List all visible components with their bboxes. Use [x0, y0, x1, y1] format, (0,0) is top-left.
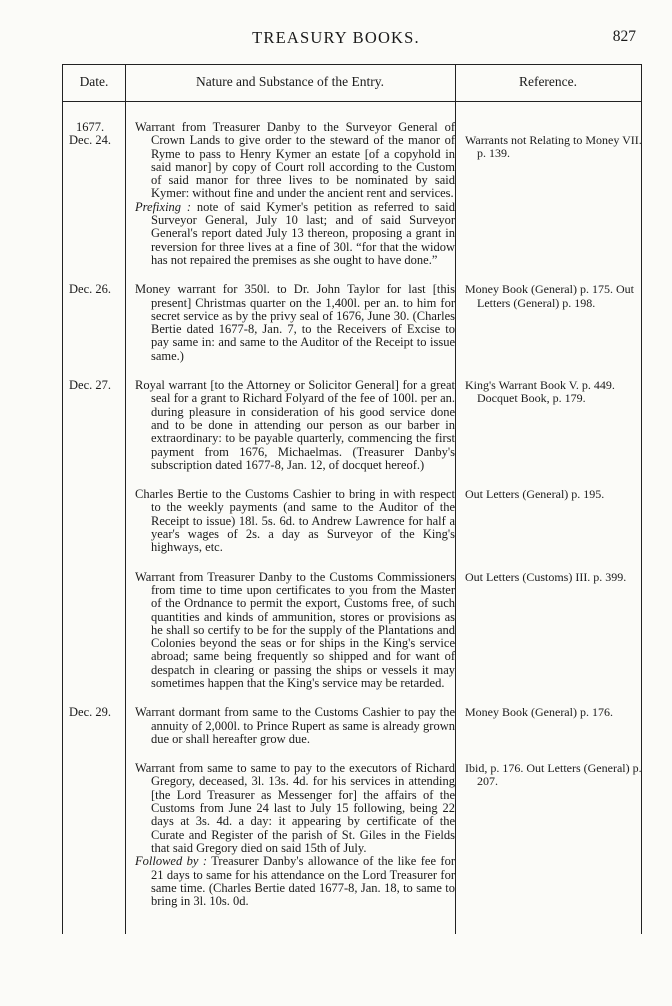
table-row: [63, 283, 641, 363]
entry-paragraph: Warrant from Treasurer Danby to the Surveyor General of Crown Lands to give order to the steward of the manor of Ryme to pass to Henry Kymer an estate [of a copyhold in said manor] by copy of Court roll according to the Custom of said manor for three lives to be nominated by said Kymer: without fine and under the ancient rent and services.: [135, 120, 455, 201]
entry-reference: Money Book (General) p. 176.: [465, 705, 613, 720]
entry-text: [135, 121, 455, 267]
entry-paragraph: Money warrant for 350l. to Dr. John Taylor for last [this present] Christmas quarter on the 1,400l. per an. to him for secret service as by the privy seal of 1676, June 30. (Charles Bertie dated 1677-8, Jan. 7, to the Receivers of Excise to pay same in: and same to the Auditor of the Receipt to issue same.): [135, 282, 455, 363]
table-row: [63, 121, 641, 267]
entry-text: [135, 571, 455, 691]
running-title: TREASURY BOOKS.: [252, 28, 420, 47]
column-header-nature: Nature and Substance of the Entry.: [195, 74, 385, 89]
page-header: [0, 28, 672, 50]
table-body: [63, 108, 641, 924]
table-row: [63, 488, 641, 554]
entry-date: [69, 121, 123, 148]
entry-text: [135, 762, 455, 908]
entry-text: [135, 379, 455, 472]
entry-paragraph: Warrant from Treasurer Danby to the Customs Commissioners from time to time upon certificates to you from the Master of the Ordnance to permit the export, Customs free, of such quantities and kinds of ammunition, stores or provisions as he shall so certify to be for the supply of the Plantations and Colonies beyond the seas or for ships in the King's service abroad; same being frequently so shipped and for want of despatch in clearing or passing the ships or vessels it may sometimes happen that the King's service may be retarded.: [135, 569, 455, 690]
entry-paragraph: Warrant from same to same to pay to the executors of Richard Gregory, deceased, 3l. 13s. 4d. for his services in attending [the Lord Treasurer as Messenger for] the affairs of the Customs from June 24 last to July 15 following, being 22 days at 3s. 4d. a day: it appearing by certificate of the Curate and Register of the parish of St. Giles in the Fields that said Gregory died on said 15th of July.: [135, 761, 455, 855]
entry-note: [135, 855, 455, 908]
entry-year: 1677.: [76, 120, 105, 134]
note-text: note of said Kymer's petition as referred to said Surveyor General, July 10 last; and of said Surveyor General's report dated July 13 thereon, proposing a grant in reversion for three lives at a fine of 30l. “for that the widow has not repaired the premises as she ought to have done.”: [151, 199, 456, 267]
entry-text: [135, 488, 455, 554]
entry-reference: King's Warrant Book V. p. 449. Docquet Book, p. 179.: [465, 378, 615, 406]
page-number: 827: [612, 28, 636, 45]
table-header-rule: [63, 101, 641, 102]
table-row: [63, 379, 641, 472]
entry-note: [135, 201, 455, 267]
entry-reference: Out Letters (General) p. 195.: [465, 487, 605, 502]
entry-day: Dec. 27.: [69, 378, 111, 393]
table-row: [63, 571, 641, 691]
entry-paragraph: Charles Bertie to the Customs Cashier to bring in with respect to the weekly payments (and same to the Auditor of the Receipt to issue) 18l. 5s. 6d. to Andrew Lawrence for half a year's wages of 2s. a day as Surveyor of the King's highways, etc.: [135, 487, 455, 555]
note-text: Treasurer Danby's allowance of the like fee for 21 days to same for his attendance on the Lord Treasurer for same time. (Charles Bertie dated 1677-8, Jan. 18, to same to bring in 3l. 10s. 0d.: [151, 854, 455, 909]
entry-reference: Out Letters (Customs) III. p. 399.: [465, 569, 627, 584]
note-label: Followed by :: [135, 854, 208, 869]
column-header-reference: Reference.: [518, 74, 578, 89]
entry-reference: Warrants not Relating to Money VII. p. 139.: [465, 133, 642, 161]
entry-paragraph: Warrant dormant from same to the Customs Cashier to pay the annuity of 2,000l. to Prince Rupert as same is already grown due or shall hereafter grow due.: [135, 705, 455, 746]
entry-date: [69, 283, 123, 296]
entry-date: [69, 706, 123, 719]
entry-text: [135, 706, 455, 746]
table-top-rule: [63, 64, 641, 65]
entries-table: [62, 64, 642, 934]
entry-day: Dec. 24.: [69, 133, 111, 148]
entry-date: [69, 379, 123, 392]
entry-day: Dec. 29.: [69, 705, 111, 720]
entry-reference: Ibid, p. 176. Out Letters (General) p. 207.: [465, 761, 642, 789]
table-row: [63, 706, 641, 746]
entry-paragraph: Royal warrant [to the Attorney or Solicitor General] for a great seal for a grant to Richard Folyard of the fee of 100l. per an. during pleasure in consideration of his good service done and to be done in attending our person as our barber in extraordinary: to be payable quarterly, commencing the first payment from 1676, Michaelmas. (Treasurer Danby's subscription dated 1677-8, Jan. 12, of docquet hereof.): [135, 378, 455, 472]
column-header-date: Date.: [79, 74, 109, 89]
table-row: [63, 762, 641, 908]
entry-day: Dec. 26.: [69, 282, 111, 297]
entry-reference: Money Book (General) p. 175. Out Letters (General) p. 198.: [465, 282, 634, 310]
entry-text: [135, 283, 455, 363]
note-label: Prefixing :: [135, 199, 192, 214]
